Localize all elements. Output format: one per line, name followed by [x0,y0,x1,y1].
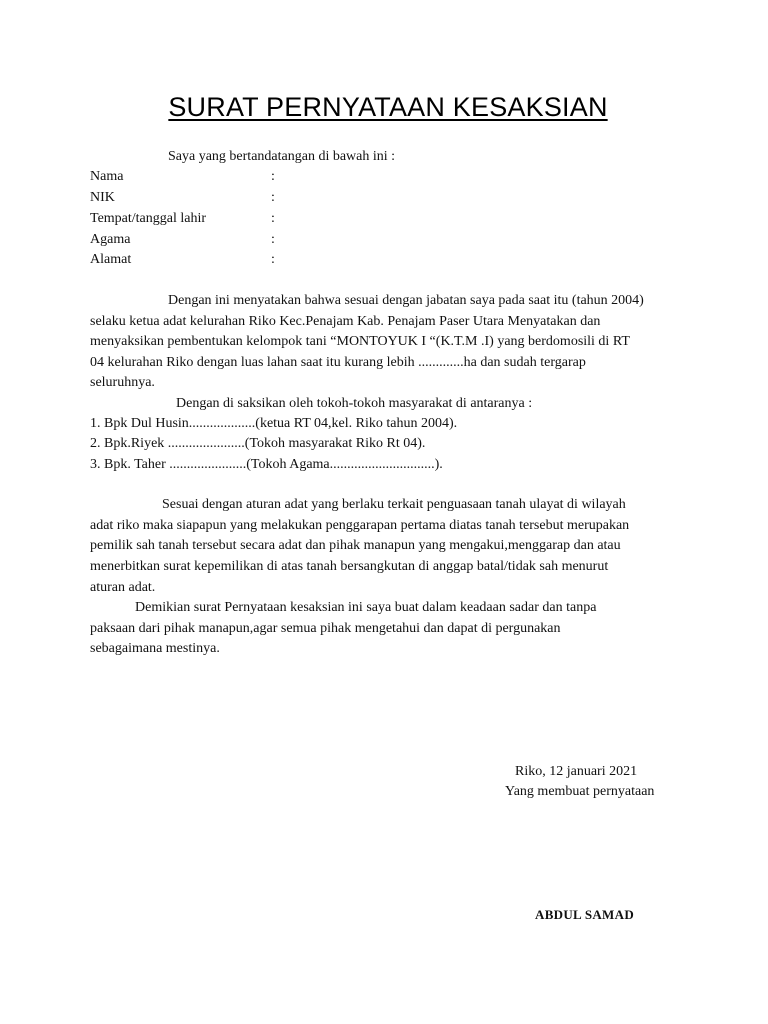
paragraph-line: menerbitkan surat kepemilikan di atas tanah bersangkutan di anggap batal/tidak sah menurut [90,559,609,574]
field-label: Alamat [90,252,132,267]
witness-item: 3. Bpk. Taher ......................(Tokoh Agama..............................). [90,457,443,472]
paragraph-line: menyaksikan pembentukan kelompok tani “MONTOYUK I “(K.T.M .I) yang berdomosili di RT [90,334,630,349]
field-colon: : [271,252,275,267]
paragraph-line: adat riko maka siapapun yang melakukan penggarapan pertama diatas tanah tersebut merupakan [90,518,630,533]
witness-item: 1. Bpk Dul Husin...................(ketua RT 04,kel. Riko tahun 2004). [90,416,458,431]
field-label: Tempat/tanggal lahir [90,211,207,226]
intro-line: Saya yang bertandatangan di bawah ini : [168,149,396,164]
paragraph-line: aturan adat. [90,580,156,595]
document-title: SURAT PERNYATAAN KESAKSIAN [168,92,608,122]
field-colon: : [271,190,275,205]
paragraph-line: 04 kelurahan Riko dengan luas lahan saat itu kurang lebih .............ha dan sudah tergarap [90,355,586,370]
paragraph-line: Sesuai dengan aturan adat yang berlaku terkait penguasaan tanah ulayat di wilayah [162,497,626,512]
field-colon: : [271,232,275,247]
paragraph-line: sebagaimana mestinya. [90,641,220,656]
signer-role: Yang membuat pernyataan [505,784,655,799]
paragraph-line: seluruhnya. [90,375,155,390]
paragraph-line: selaku ketua adat kelurahan Riko Kec.Penajam Kab. Penajam Paser Utara Menyatakan dan [90,314,601,329]
place-date: Riko, 12 januari 2021 [515,764,638,779]
field-label: Nama [90,169,124,184]
field-colon: : [271,169,275,184]
field-colon: : [271,211,275,226]
witness-item: 2. Bpk.Riyek ......................(Tokoh masyarakat Riko Rt 04). [90,436,426,451]
paragraph-line: Dengan ini menyatakan bahwa sesuai dengan jabatan saya pada saat itu (tahun 2004) [168,293,644,308]
paragraph-line: Demikian surat Pernyataan kesaksian ini saya buat dalam keadaan sadar dan tanpa [135,600,597,615]
paragraph-line: pemilik sah tanah tersebut secara adat dan pihak manapun yang mengakui,menggarap dan atau [90,538,621,553]
witness-intro: Dengan di saksikan oleh tokoh-tokoh masyarakat di antaranya : [176,396,533,411]
field-label: NIK [90,190,115,205]
paragraph-line: paksaan dari pihak manapun,agar semua pihak mengetahui dan dapat di pergunakan [90,621,561,636]
signer-name: ABDUL SAMAD [535,907,635,922]
field-label: Agama [90,232,131,247]
